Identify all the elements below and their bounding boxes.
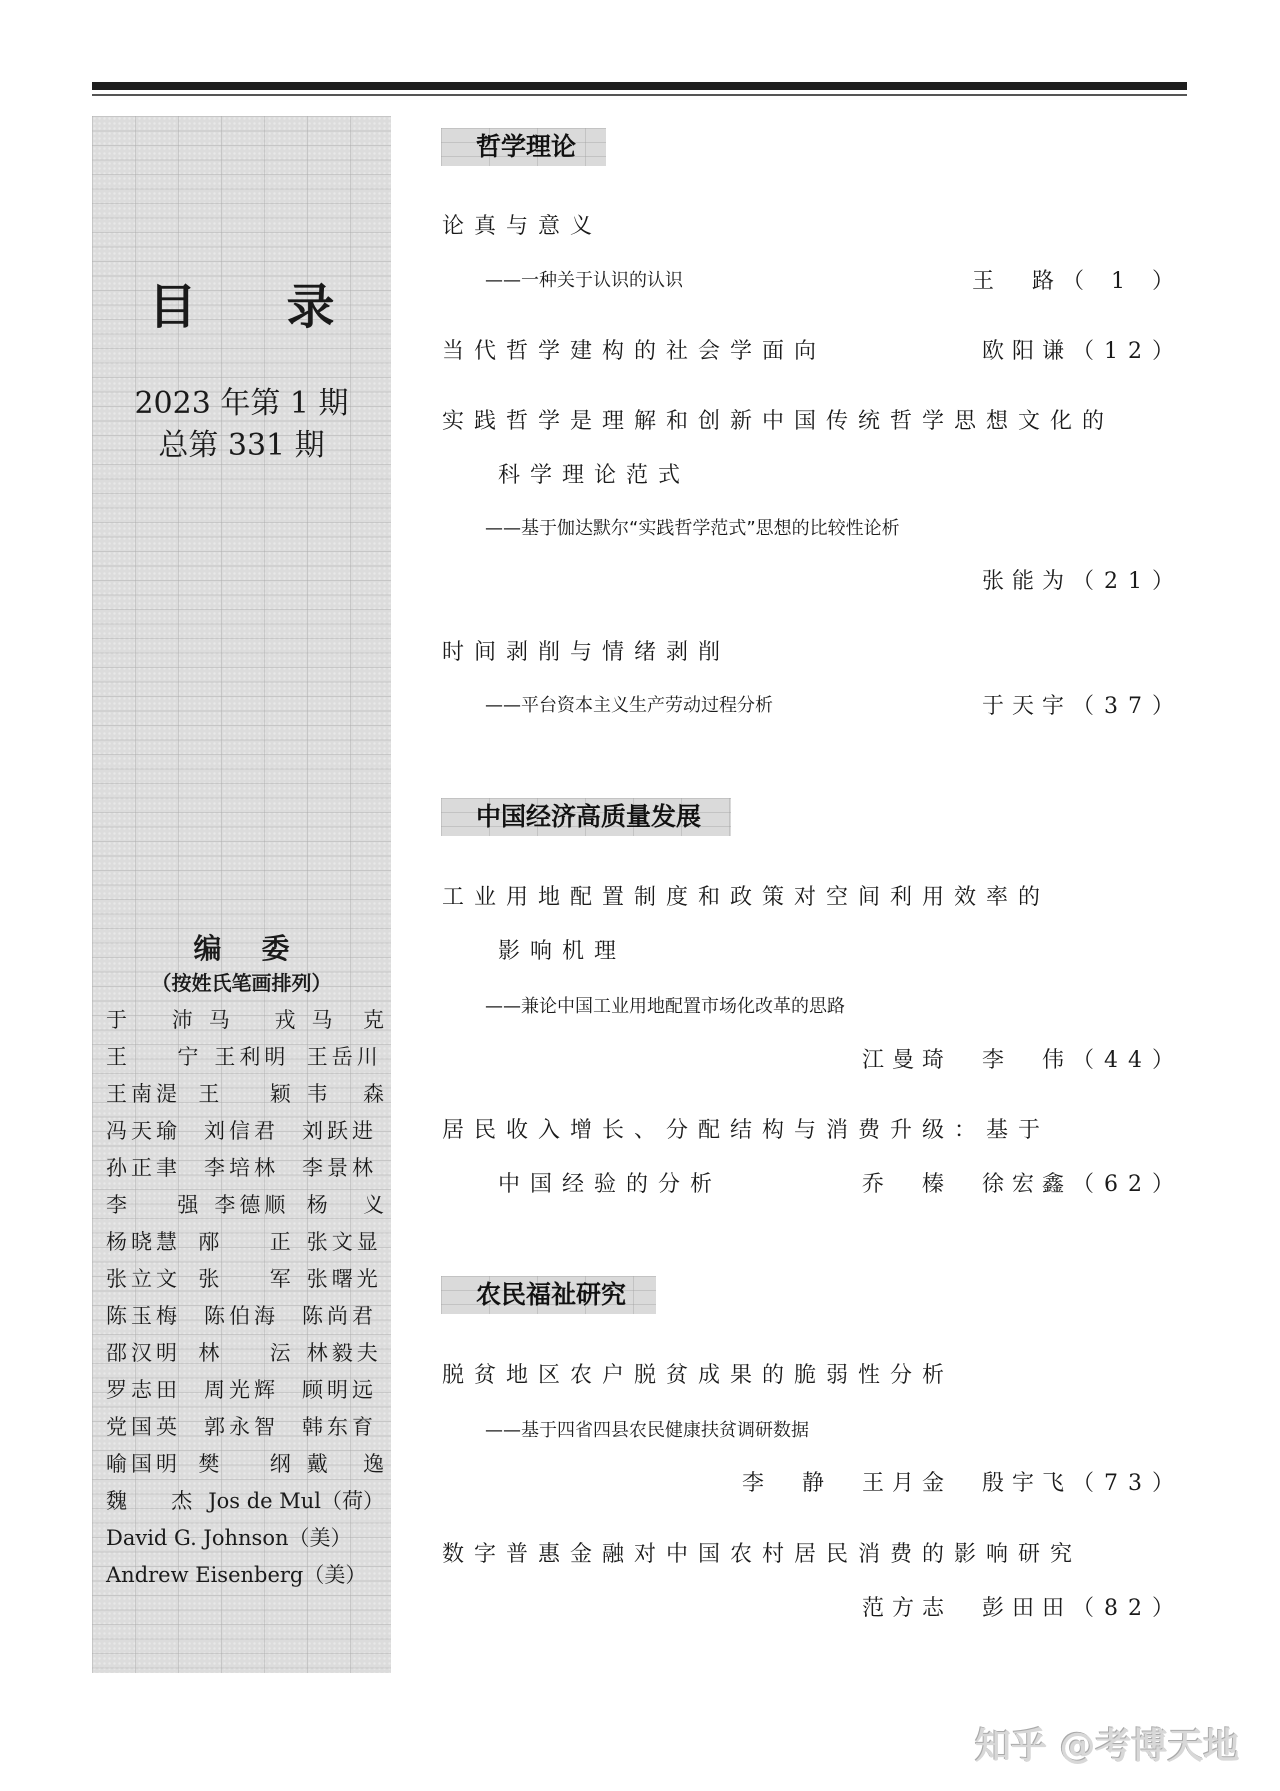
board-member <box>198 1261 306 1298</box>
board-member <box>106 1224 198 1261</box>
board-member-name: 张曙光 <box>306 1267 382 1291</box>
board-member-char: 森 <box>363 1082 384 1106</box>
board-member-name: 张文显 <box>306 1230 382 1254</box>
article-title[interactable]: 脱贫地区农户脱贫成果的脆弱性分析 <box>442 1363 955 1388</box>
board-member-char: 戎 <box>274 1008 296 1032</box>
board-member-foreign: David G. Johnson（美） <box>106 1526 352 1550</box>
toc-title-char: 录 <box>286 279 335 335</box>
board-member-name: 陈伯海 <box>204 1304 279 1328</box>
board-row <box>106 1446 384 1483</box>
board-member-name: 孙正聿 <box>106 1156 181 1180</box>
article-byline <box>982 564 1184 595</box>
board-member-char: 于 <box>106 1008 127 1032</box>
editorial-board-list <box>106 1002 384 1594</box>
board-member <box>204 1372 302 1409</box>
board-member <box>204 1409 302 1446</box>
board-member-char: 强 <box>177 1193 199 1217</box>
board-member-name: 顾明远 <box>302 1378 377 1402</box>
board-member <box>106 1002 209 1039</box>
board-member <box>106 1039 214 1076</box>
board-member-char: 克 <box>363 1008 384 1032</box>
board-title-char: 编 <box>193 932 222 965</box>
article-page[interactable]: （62） <box>1072 1172 1184 1197</box>
board-member <box>311 1002 384 1039</box>
article-authors: 江曼琦 李 伟 <box>861 1048 1072 1073</box>
board-member <box>204 1150 302 1187</box>
board-member <box>106 1261 198 1298</box>
board-member-char: 马 <box>208 1008 230 1032</box>
board-member <box>307 1039 384 1076</box>
article-authors: 乔 榛 徐宏鑫 <box>861 1172 1072 1197</box>
board-member-foreign: Jos de Mul（荷） <box>208 1489 384 1513</box>
board-member-char: 正 <box>269 1230 291 1254</box>
board-member-char: 杰 <box>171 1489 193 1513</box>
article-byline <box>972 264 1184 295</box>
board-member-char: 纲 <box>269 1452 291 1476</box>
article-title[interactable]: 当代哲学建构的社会学面向 <box>442 339 827 364</box>
board-member-name: 陈尚君 <box>302 1304 377 1328</box>
article-title[interactable]: 居民收入增长、分配结构与消费升级：基于 <box>442 1118 1051 1143</box>
board-member <box>106 1076 198 1113</box>
article-page[interactable]: （37） <box>1072 694 1184 719</box>
board-member <box>204 1298 302 1335</box>
board-member <box>307 1335 384 1372</box>
article-authors: 范方志 彭田田 <box>861 1596 1072 1621</box>
board-member-name: 喻国明 <box>106 1452 181 1476</box>
board-member <box>106 1187 214 1224</box>
board-member-char: 李 <box>106 1193 127 1217</box>
board-member-name: 李培林 <box>204 1156 279 1180</box>
article-title-continued[interactable]: 中国经验的分析 <box>498 1172 723 1197</box>
board-member-name: 邵汉明 <box>106 1341 181 1365</box>
board-member <box>106 1113 204 1150</box>
board-member <box>106 1409 204 1446</box>
board-member <box>307 1261 384 1298</box>
header-rule-thin <box>92 94 1187 96</box>
section-heading-farmer-welfare: 农民福祉研究 <box>441 1276 656 1314</box>
board-member <box>106 1483 208 1520</box>
board-member-char: 杨 <box>306 1193 328 1217</box>
watermark: 知乎 @考博天地 <box>975 1726 1240 1767</box>
board-member <box>198 1335 306 1372</box>
board-member <box>307 1224 384 1261</box>
board-member <box>198 1224 306 1261</box>
board-member <box>204 1113 302 1150</box>
board-member-char: 宁 <box>177 1045 199 1069</box>
board-member-char: 王 <box>106 1045 127 1069</box>
board-member <box>198 1446 306 1483</box>
article-page[interactable]: （21） <box>1072 569 1184 594</box>
board-row <box>106 1298 384 1335</box>
board-member <box>106 1298 204 1335</box>
article-title[interactable]: 时间剥削与情绪剥削 <box>442 640 731 665</box>
board-member-name: 冯天瑜 <box>106 1119 181 1143</box>
board-member <box>106 1335 198 1372</box>
article-authors: 王 路 <box>972 269 1063 294</box>
board-member <box>302 1409 384 1446</box>
article-byline <box>742 1466 1184 1497</box>
board-member <box>106 1446 198 1483</box>
board-member-foreign: Andrew Eisenberg（美） <box>106 1563 367 1587</box>
editorial-board-note: （按姓氏笔画排列） <box>151 971 332 995</box>
editorial-board-title <box>92 927 391 967</box>
article-byline <box>982 334 1184 365</box>
board-member-name: 党国英 <box>106 1415 181 1439</box>
article-subtitle: ——一种关于认识的认识 <box>485 270 683 291</box>
board-member-name: 李德顺 <box>214 1193 290 1217</box>
board-member <box>307 1187 384 1224</box>
board-member-name: 郭永智 <box>204 1415 279 1439</box>
toc-title-char: 目 <box>148 279 197 335</box>
board-member-name: 陈玉梅 <box>106 1304 181 1328</box>
board-member <box>302 1150 384 1187</box>
board-member-char: 义 <box>363 1193 384 1217</box>
section-heading-economy: 中国经济高质量发展 <box>441 798 731 836</box>
board-member <box>209 1002 312 1039</box>
board-member-char: 樊 <box>198 1452 220 1476</box>
board-row <box>106 1150 384 1187</box>
board-row <box>106 1039 384 1076</box>
board-member <box>106 1150 204 1187</box>
board-member-char: 马 <box>311 1008 333 1032</box>
article-subtitle: ——兼论中国工业用地配置市场化改革的思路 <box>485 996 845 1017</box>
board-member-name: 刘信君 <box>204 1119 279 1143</box>
issue-number: 2023 年第 1 期 <box>134 386 349 421</box>
board-member-char: 邴 <box>198 1230 220 1254</box>
board-member <box>307 1076 384 1113</box>
article-title[interactable]: 论真与意义 <box>442 214 603 239</box>
article-authors: 李 静 王月金 殷宇飞 <box>741 1471 1072 1496</box>
board-member-name: 张立文 <box>106 1267 181 1291</box>
header-rule-thick <box>92 82 1187 90</box>
board-member-name: 王利明 <box>214 1045 290 1069</box>
board-member-char: 颖 <box>269 1082 291 1106</box>
board-member <box>302 1372 384 1409</box>
board-member-name: 王南湜 <box>106 1082 181 1106</box>
board-member <box>302 1113 384 1150</box>
board-row <box>106 1557 384 1594</box>
article-subtitle: ——平台资本主义生产劳动过程分析 <box>485 695 773 716</box>
section-heading-philosophy: 哲学理论 <box>441 128 606 166</box>
article-authors: 张能为 <box>981 569 1072 594</box>
article-page[interactable]: （12） <box>1072 339 1184 364</box>
board-member-char: 韦 <box>306 1082 328 1106</box>
board-member-char: 张 <box>198 1267 220 1291</box>
board-member-name: 李景林 <box>302 1156 377 1180</box>
article-title[interactable]: 工业用地配置制度和政策对空间利用效率的 <box>442 885 1051 910</box>
board-member <box>106 1372 204 1409</box>
board-member-char: 魏 <box>106 1489 127 1513</box>
board-row <box>106 1187 384 1224</box>
board-row <box>106 1224 384 1261</box>
board-member <box>307 1446 384 1483</box>
article-title-continued[interactable]: 影响机理 <box>498 939 627 964</box>
board-member-name: 王岳川 <box>306 1045 382 1069</box>
board-row <box>106 1409 384 1446</box>
article-subtitle: ——基于四省四县农民健康扶贫调研数据 <box>485 1420 809 1441</box>
board-member <box>214 1039 306 1076</box>
article-page[interactable]: （82） <box>1072 1596 1184 1621</box>
article-title-continued[interactable]: 科学理论范式 <box>498 463 691 488</box>
board-row <box>106 1261 384 1298</box>
article-byline <box>862 1167 1184 1198</box>
article-subtitle: ——基于伽达默尔“实践哲学范式”思想的比较性论析 <box>485 518 900 539</box>
board-member-char: 军 <box>269 1267 291 1291</box>
board-member-name: 刘跃进 <box>302 1119 377 1143</box>
board-member-char: 沛 <box>171 1008 193 1032</box>
article-page[interactable]: （73） <box>1072 1471 1184 1496</box>
board-member-name: 周光辉 <box>204 1378 279 1402</box>
board-row <box>106 1372 384 1409</box>
article-byline <box>982 689 1184 720</box>
board-member <box>214 1187 306 1224</box>
board-row <box>106 1335 384 1372</box>
board-row <box>106 1076 384 1113</box>
article-page[interactable]: （ 1 ） <box>1062 269 1184 294</box>
board-title-char: 委 <box>261 932 290 965</box>
article-authors: 欧阳谦 <box>981 339 1072 364</box>
board-row <box>106 1483 384 1520</box>
board-row <box>106 1113 384 1150</box>
board-member-char: 林 <box>198 1341 220 1365</box>
board-member-name: 韩东育 <box>302 1415 377 1439</box>
board-member-char: 王 <box>198 1082 220 1106</box>
board-row <box>106 1002 384 1039</box>
article-authors: 于天宇 <box>981 694 1072 719</box>
board-member-char: 逸 <box>363 1452 384 1476</box>
board-member-char: 戴 <box>306 1452 328 1476</box>
article-page[interactable]: （44） <box>1072 1048 1184 1073</box>
board-member-name: 杨晓慧 <box>106 1230 181 1254</box>
article-byline <box>862 1043 1184 1074</box>
board-member-name: 林毅夫 <box>306 1341 382 1365</box>
article-byline <box>862 1591 1184 1622</box>
sidebar-panel <box>92 116 391 1673</box>
board-member <box>198 1076 306 1113</box>
article-title[interactable]: 实践哲学是理解和创新中国传统哲学思想文化的 <box>442 409 1115 434</box>
issue-total-number: 总第 331 期 <box>158 428 325 463</box>
board-member <box>302 1298 384 1335</box>
board-row <box>106 1520 384 1557</box>
toc-title <box>92 268 391 337</box>
board-member-char: 沄 <box>269 1341 291 1365</box>
board-member-name: 罗志田 <box>106 1378 181 1402</box>
article-title[interactable]: 数字普惠金融对中国农村居民消费的影响研究 <box>442 1542 1083 1567</box>
